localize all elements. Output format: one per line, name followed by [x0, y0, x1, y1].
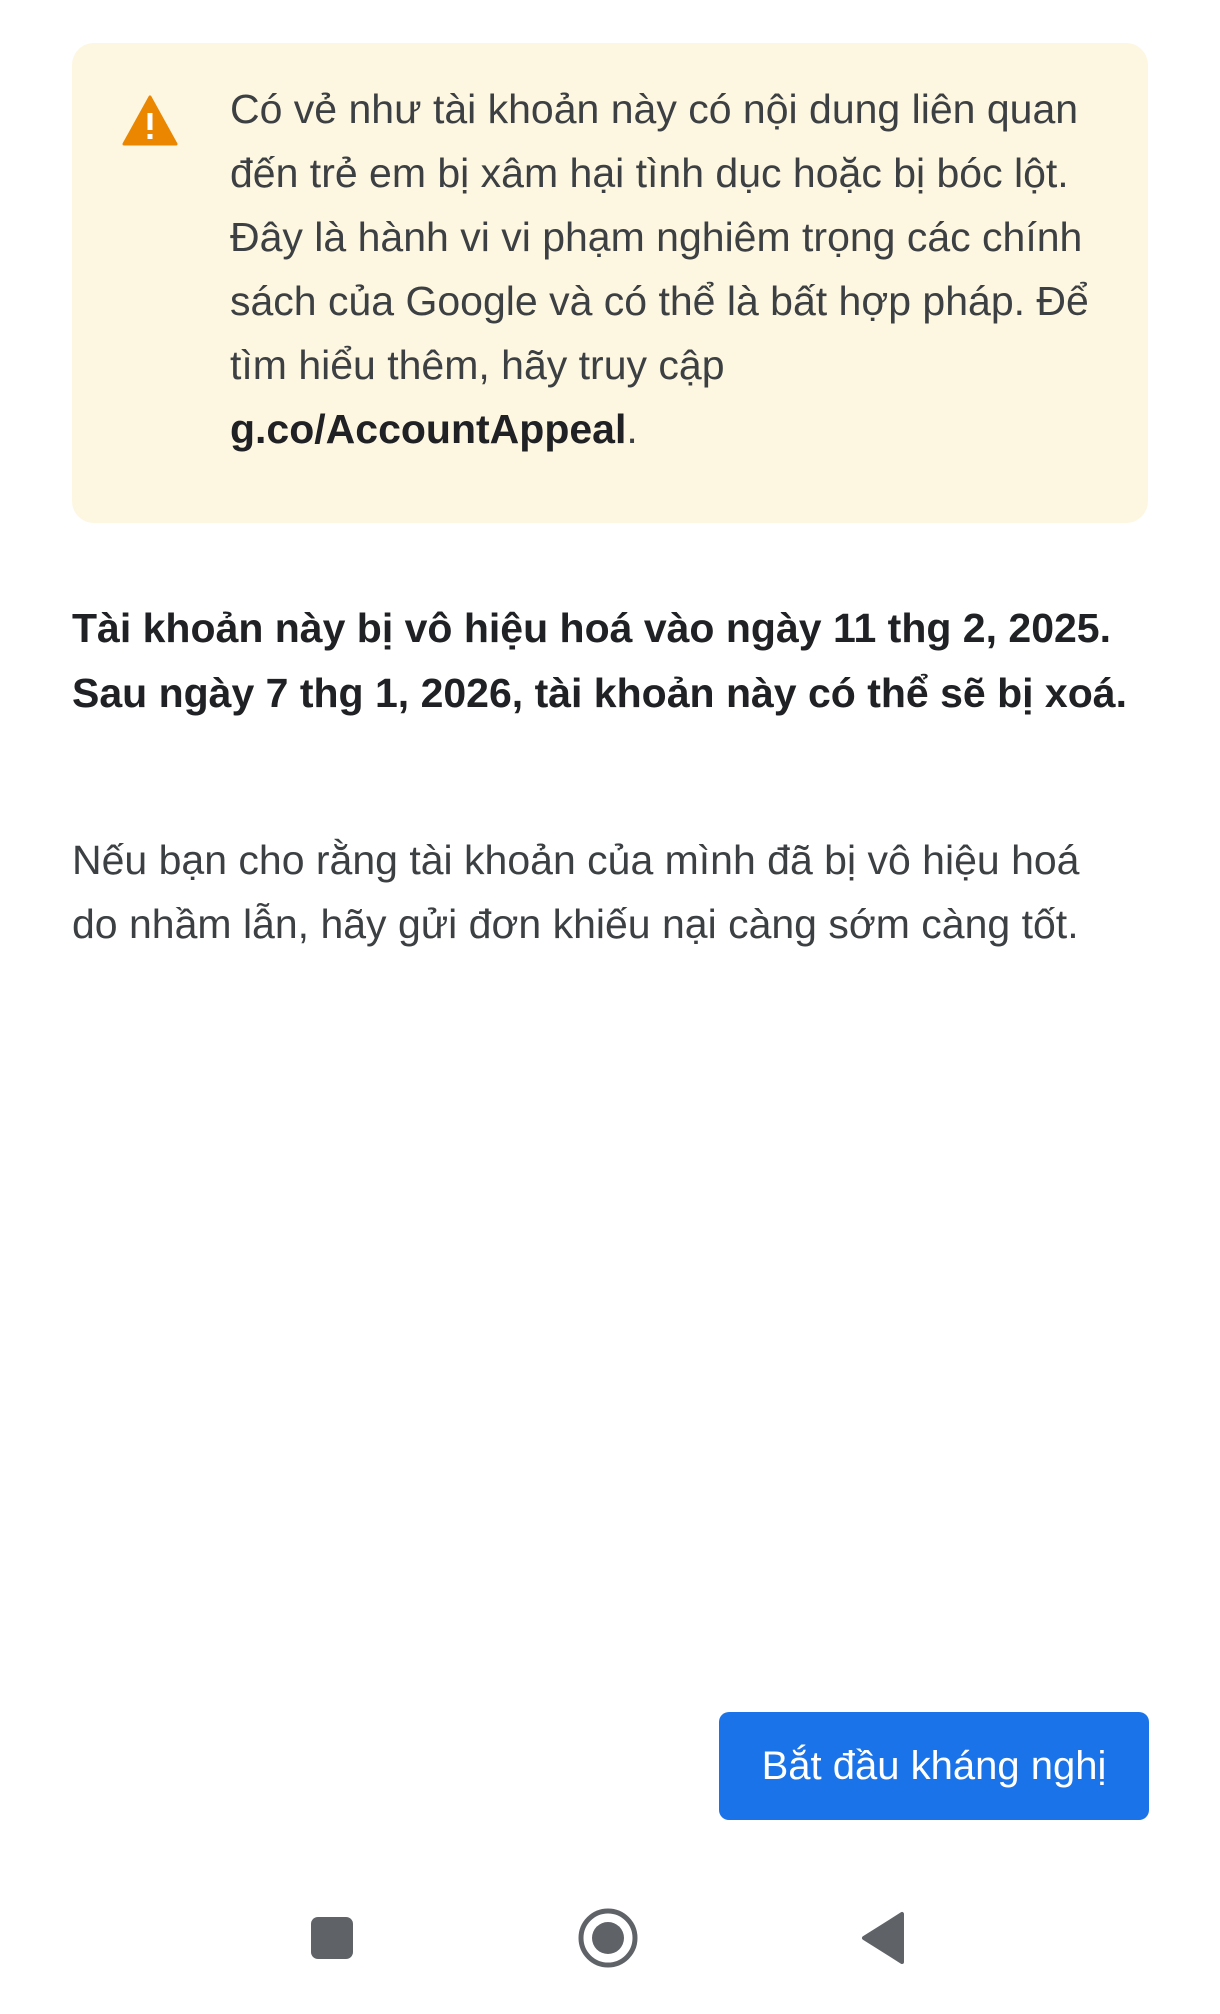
recents-button[interactable]: [272, 1880, 392, 2000]
home-button[interactable]: [548, 1880, 668, 2000]
start-appeal-button[interactable]: Bắt đầu kháng nghị: [719, 1712, 1149, 1820]
home-circle-icon: [576, 1906, 640, 1975]
recents-square-icon: [309, 1915, 355, 1966]
back-triangle-icon: [858, 1910, 906, 1971]
account-disabled-status: Tài khoản này bị vô hiệu hoá vào ngày 11 thg 2, 2025. Sau ngày 7 thg 1, 2026, tài khoản này có thể sẽ bị xoá.: [72, 605, 1127, 716]
warning-message: [230, 77, 1110, 461]
appeal-advice-text: Nếu bạn cho rằng tài khoản của mình đã bị vô hiệu hoá do nhầm lẫn, hãy gửi đơn khiếu nại càng sớm càng tốt.: [72, 837, 1080, 947]
warning-message-text: Có vẻ như tài khoản này có nội dung liên quan đến trẻ em bị xâm hại tình dục hoặc bị bóc lột. Đây là hành vi vi phạm nghiêm trọng các chính sách của Google và có thể là bất hợp pháp. Để tìm hiểu thêm, hãy truy cập: [230, 86, 1089, 388]
warning-banner: [72, 43, 1148, 523]
warning-triangle-icon: [122, 95, 178, 147]
warning-message-end: .: [626, 406, 638, 452]
back-button[interactable]: [822, 1880, 942, 2000]
account-appeal-link[interactable]: g.co/AccountAppeal: [230, 406, 627, 452]
system-navigation-bar: [0, 1880, 1220, 2014]
